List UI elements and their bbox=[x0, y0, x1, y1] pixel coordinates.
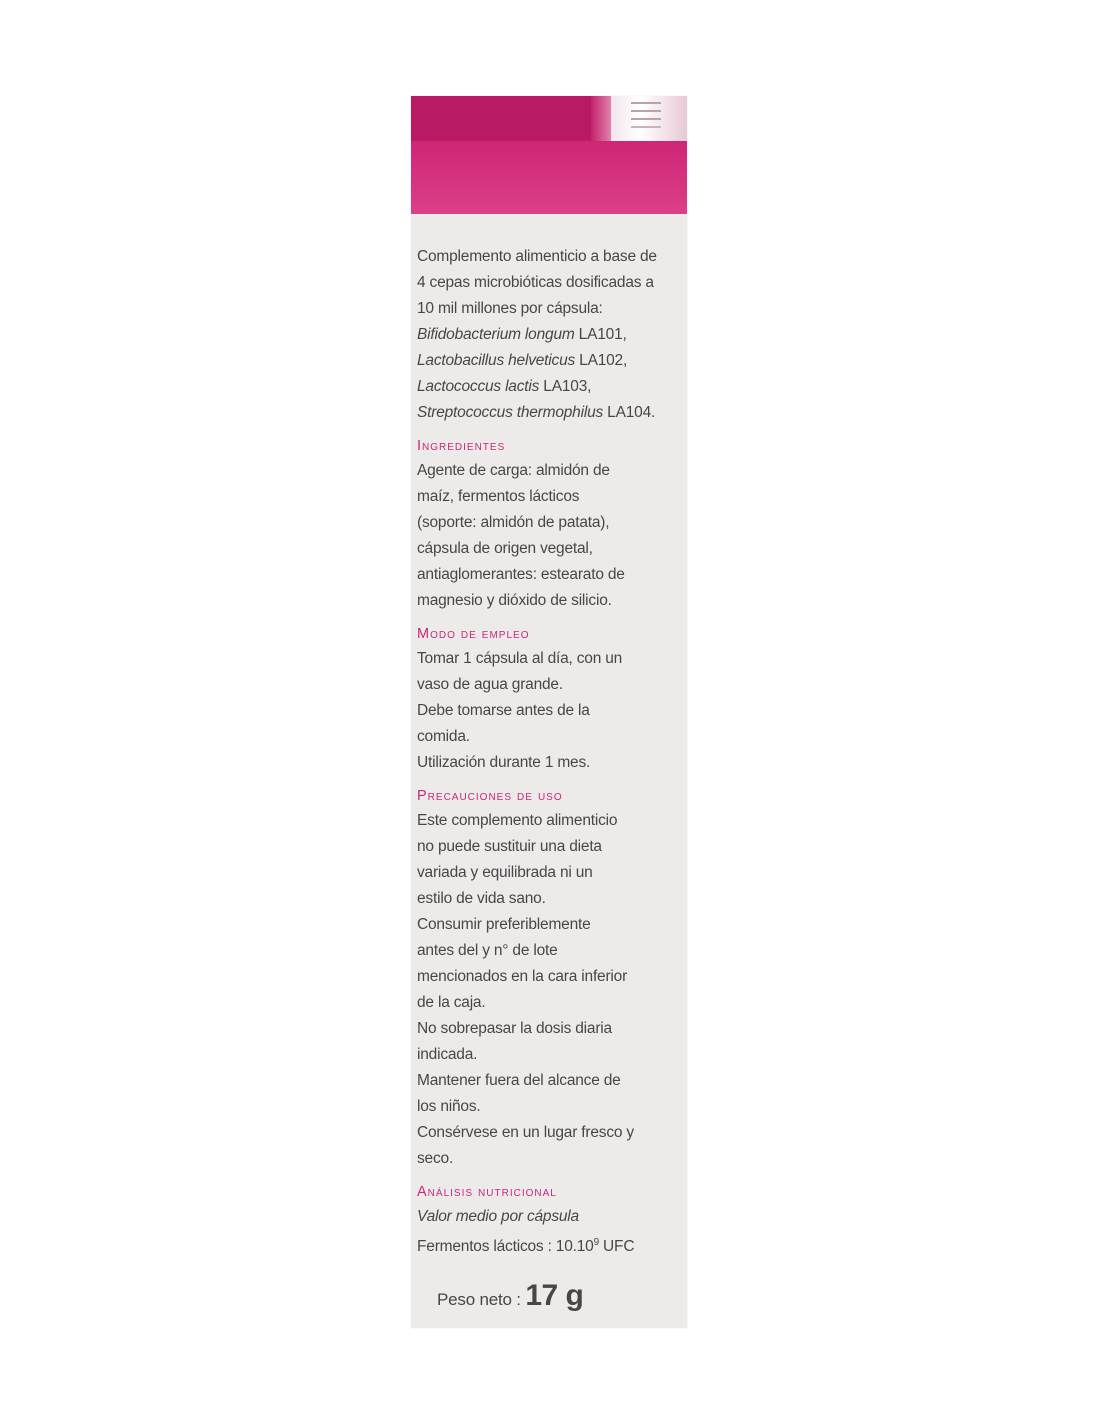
precautions-line: los niños. bbox=[417, 1098, 481, 1115]
strain-line bbox=[417, 374, 683, 400]
usage-line: Debe tomarse antes de la bbox=[417, 702, 590, 719]
intro-paragraph bbox=[417, 244, 683, 426]
precautions-line: seco. bbox=[417, 1150, 454, 1167]
precautions-line: Este complemento alimenticio bbox=[417, 812, 618, 829]
nutrition-unit: UFC bbox=[598, 1238, 635, 1256]
box-top-label-strip bbox=[611, 96, 687, 141]
usage-instructions bbox=[417, 646, 683, 776]
intro-line: 10 mil millones por cápsula: bbox=[417, 300, 603, 317]
nutrition-heading: Análisis nutricional bbox=[417, 1184, 557, 1200]
ingredients-list bbox=[417, 458, 683, 614]
precautions-line: variada y equilibrada ni un bbox=[417, 864, 593, 881]
strip-print-marks bbox=[631, 102, 661, 104]
strain-code: LA104. bbox=[603, 404, 656, 421]
usage-heading: Modo de empleo bbox=[417, 626, 530, 642]
nutrition-value-line bbox=[417, 1230, 683, 1260]
nutrition-exponent: 9 bbox=[593, 1237, 599, 1248]
precautions-line: indicada. bbox=[417, 1046, 478, 1063]
ingredients-line: (soporte: almidón de patata), bbox=[417, 514, 610, 531]
precautions-line: Consumir preferiblemente bbox=[417, 916, 591, 933]
nutrition-info bbox=[417, 1204, 683, 1260]
usage-line: vaso de agua grande. bbox=[417, 676, 563, 693]
strain-name: Streptococcus thermophilus bbox=[417, 404, 604, 421]
nutrition-value: Fermentos lácticos : 10.10 bbox=[417, 1238, 594, 1256]
precautions-line: no puede sustituir una dieta bbox=[417, 838, 602, 855]
label-text-panel bbox=[417, 244, 683, 1260]
intro-line: Complemento alimenticio a base de bbox=[417, 248, 657, 265]
precautions-heading: Precauciones de uso bbox=[417, 788, 563, 804]
precautions-text bbox=[417, 808, 683, 1172]
precautions-line: No sobrepasar la dosis diaria bbox=[417, 1020, 612, 1037]
nutrition-subtitle: Valor medio por cápsula bbox=[417, 1208, 579, 1225]
intro-line: 4 cepas microbióticas dosificadas a bbox=[417, 274, 654, 291]
precautions-line: de la caja. bbox=[417, 994, 486, 1011]
strain-line bbox=[417, 400, 683, 426]
product-box-side bbox=[411, 96, 687, 1328]
usage-line: Utilización durante 1 mes. bbox=[417, 754, 591, 771]
precautions-line: antes del y n° de lote bbox=[417, 942, 558, 959]
precautions-line: Consérvese en un lugar fresco y bbox=[417, 1124, 634, 1141]
ingredients-heading: Ingredientes bbox=[417, 438, 506, 454]
precautions-line: mencionados en la cara inferior bbox=[417, 968, 628, 985]
strain-code: LA103, bbox=[539, 378, 592, 395]
ingredients-line: maíz, fermentos lácticos bbox=[417, 488, 580, 505]
ingredients-line: Agente de carga: almidón de bbox=[417, 462, 610, 479]
ingredients-line: antiaglomerantes: estearato de bbox=[417, 566, 625, 583]
usage-line: comida. bbox=[417, 728, 470, 745]
strain-name: Lactobacillus helveticus bbox=[417, 352, 576, 369]
usage-line: Tomar 1 cápsula al día, con un bbox=[417, 650, 623, 667]
ingredients-line: cápsula de origen vegetal, bbox=[417, 540, 593, 557]
net-weight bbox=[437, 1279, 583, 1313]
strain-name: Bifidobacterium longum bbox=[417, 326, 575, 343]
strain-line bbox=[417, 348, 683, 374]
box-top-edge-shade bbox=[591, 96, 613, 141]
net-weight-value: 17 g bbox=[525, 1279, 584, 1312]
strain-code: LA102, bbox=[575, 352, 628, 369]
strain-line bbox=[417, 322, 683, 348]
ingredients-line: magnesio y dióxido de silicio. bbox=[417, 592, 612, 609]
strain-name: Lactococcus lactis bbox=[417, 378, 540, 395]
precautions-line: Mantener fuera del alcance de bbox=[417, 1072, 621, 1089]
precautions-line: estilo de vida sano. bbox=[417, 890, 546, 907]
strain-code: LA101, bbox=[574, 326, 627, 343]
net-weight-label: Peso neto : bbox=[437, 1290, 526, 1309]
